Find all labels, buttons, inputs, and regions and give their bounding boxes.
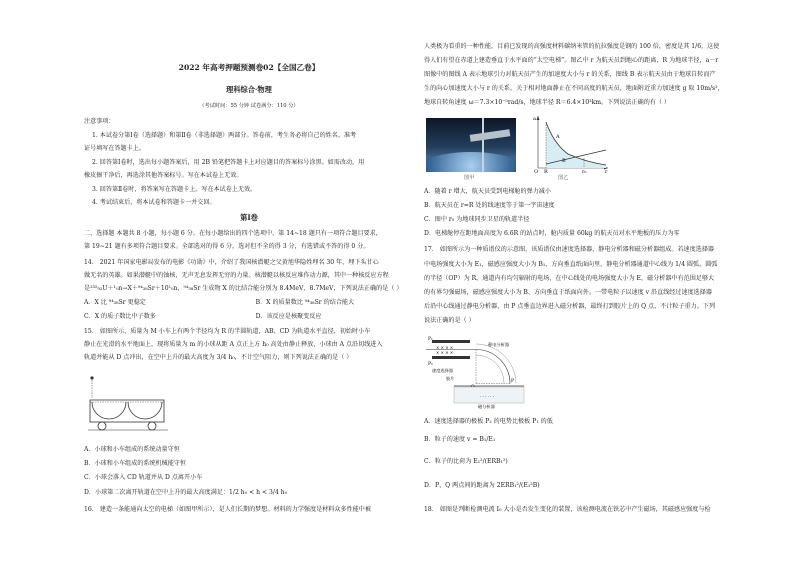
q15-text: 轨道并能从 D 点冲出，在空中上升的最大高度为 3/4 h₀，不计空气阻力，则下列说法正确的是（ ）: [84, 354, 353, 361]
q14-option-a: A．X 比 ⁹⁴₃₈Sr 更稳定: [84, 299, 146, 306]
q17-option-d: D．P、Q 两点间的距离为 2ERB₁²/(E₁²B): [424, 482, 540, 489]
exam-subtitle: 理科综合·物理: [226, 85, 272, 94]
fig-caption-jia: 图甲: [464, 175, 475, 181]
electrostatic-analyzer-label: 静电分析器: [488, 342, 509, 347]
q16-text: 地球自转角速度 ω＝7.3×10⁻⁵rad/s，地球半径 R＝6.4×10³km。下列说法正确的有（ ）: [424, 99, 671, 106]
axis-r-label: r: [605, 169, 608, 174]
q14-text: 做无名的英雄。如果潜艇中的铀核，无声无息发挥无穷的力量。核潜艇以核反应堆作动力源，其中一种核反应方程: [84, 272, 389, 279]
exam-info: （考试时间：55 分钟 试卷满分：110 分）: [199, 103, 299, 109]
q16-option-a: A．随着 r 增大，航天员受到电梯舱的弹力减小: [424, 188, 551, 195]
q15-text: 静止在光滑的水平地面上，现将质量为 m 的小球从距 A 点正上方 h₀ 高处由静止释放，小球由 A 点沿切线进入: [84, 341, 383, 348]
q17-option-a: A．速度选择器的极板 P₂ 的电势比极板 P₁ 的低: [424, 418, 553, 425]
q17-text: 的有界匀强磁场，磁感应强度大小为 B、方向垂直于纸面向外。一带电粒子以速度 v 沿直线经过速度选择器: [424, 289, 712, 296]
earth-graphic: [426, 152, 516, 172]
field-marks: × × × ×: [436, 345, 454, 350]
q17-option-b: B．粒子的速度 v = B₁/E₁: [424, 436, 496, 443]
mass-spectrometer-figure: [426, 334, 544, 410]
section-intro: 第 19~21 题有多项符合题目要求。全部选对的得 6 分，选对但不全的得 3 分，有选错或不答的得 0 分。: [84, 243, 370, 250]
q14-text: 14． 2021 年国家电影局发布的电影《功勋》中，介绍了我国核潜艇之父黄旭华隐姓埋名 30 年，埋下头甘心: [84, 259, 379, 266]
velocity-selector-label: 速度选择器: [432, 368, 453, 373]
q17-option-c: C．粒子的比荷为 E₁²/(ERB₁²): [424, 458, 508, 465]
notice-line: 3. 回答第Ⅱ卷时，将答案写在答题卡上。写在本试卷上无效。: [92, 186, 257, 193]
q14-text: 是²³⁵₉₂U＋¹₀n→X＋⁹⁴₃₈Sr＋10¹₀n，⁹⁴₃₈Sr 生成物 X 的比结合能分别为 8.4MeV、8.7MeV，下列说法正确的是（ ）: [84, 285, 403, 292]
q16-option-b: B．航天员在 r=R 处的线速度等于第一宇宙速度: [424, 202, 555, 209]
q15-option-a: A．小球和小车组成的系统动量守恒: [84, 446, 180, 453]
curve-a-label: A: [556, 134, 560, 140]
magnetic-analyzer-label: 磁分析器: [478, 404, 495, 409]
magnetic-field-dots: · · · · · ·: [480, 394, 494, 399]
q18-text: 18． 如图是判断检测电流 I₀ 大小是否发生变化的装置，该检测电流在铁芯中产生磁场，其磁感应强度与检: [424, 506, 711, 513]
section-intro: 二、选择题 本题共 8 小题，每小题 6 分。在每小题给出的四个选项中，第 14~18 题只有一项符合题目要求，: [84, 230, 382, 237]
q15-option-d: D．小球第二次离开轨道在空中上升的最大高度满足：1/2 h₀ < h < 3/4 h₀: [84, 489, 288, 496]
fig-caption-yi: 图乙: [558, 175, 569, 181]
film-label: 胶片: [446, 376, 455, 381]
notice-heading: 注意事项：: [84, 118, 115, 125]
q14-option-b: B．X 的质量数比 ⁹⁴₃₈Sr 的结合能大: [255, 299, 355, 306]
q16-option-c: C．图中 r₀ 为地球同步卫星的轨道半径: [424, 216, 530, 223]
q15-option-c: C．小球会落入 CD 轨道并从 D 点离开小车: [84, 474, 203, 481]
plate-p2-label: P₂: [428, 362, 433, 367]
notice-line: 2. 回答第Ⅰ卷时，选出每小题答案后，用 2B 铅笔把答题卡上对应题目的答案标号涂黑。如需改动，用: [92, 159, 365, 166]
q15-text: 15． 如图所示，质量为 M 小车上有两个半径均为 R 的半圆轨道，AB、CD 为轨道水平直径，初始时小车: [84, 328, 371, 335]
curve-b-label: B: [562, 158, 566, 164]
notice-line: 证号填写在答题卡上。: [84, 145, 145, 152]
q17-text: 说法正确的是（ ）: [424, 317, 475, 324]
a-r-graph: [532, 114, 610, 174]
axis-a-label: a: [533, 116, 536, 122]
q16-text: 得人们有望在赤道上建造垂直于水平面的“太空电梯”。图乙中 r 为航天员到地心的距离，R 为地球半径，a－r: [424, 57, 719, 64]
elevator-cable: [482, 118, 484, 172]
q14-option-c: C．X 的质子数比中子数多: [84, 313, 156, 320]
exam-title: 2022 年高考押题预测卷02【全国乙卷】: [178, 63, 320, 72]
q14-option-d: D．该反应是核聚变反应: [255, 313, 322, 320]
plate-p1-label: P₁: [428, 337, 433, 342]
notice-line: 4. 考试结束后，将本试卷和答题卡一并交回。: [92, 199, 216, 206]
origin-label: O: [534, 169, 539, 174]
left-column: [84, 0, 414, 562]
q16-text: 人类极为看重的一种性能，目前已发现的高强度材料碳纳米管的抗拉强度是钢的 100 倍，密度是其 1/6，这使: [424, 43, 720, 50]
q16-option-d: D．电梯舱停在距地面高度为 6.6R 的站点时，舱内质量 60kg 的航天员对水平地板的压力为零: [424, 230, 680, 237]
point-p-label: P: [511, 379, 515, 384]
r-r-label: R: [544, 169, 548, 174]
elevator-cabin: [470, 129, 511, 141]
q15-option-b: B．小球和小车组成的系统机械能守恒: [84, 460, 186, 467]
q17-text: 17． 如图所示为一种质谱仪的示意图，该质谱仪由速度选择器、静电分析器和磁分析器组成。若速度选择器: [424, 246, 715, 253]
q16-text: 16． 建造一条能通向太空的电梯（如图甲所示），是人们长期的梦想。材料的力学强度是材料众多性能中被: [84, 506, 371, 513]
section-title: 第Ⅰ卷: [240, 213, 258, 222]
notice-line: 橡皮擦干净后，再选涂其他答案标号。写在本试卷上无效。: [84, 172, 243, 179]
field-marks: × × × ×: [436, 350, 454, 355]
q17-text: 后沿中心线通过静电分析器，由 P 点垂直边界进入磁分析器，最终打到胶片上的 Q 点，不计粒子重力。下列: [424, 303, 716, 310]
q16-text: 生的向心加速度大小与 r 的关系，关于相对地面静止在不同高度的航天员，地面附近重力加速度 g 取 10m/s²，: [424, 85, 724, 92]
r0-label: r₀: [582, 169, 587, 174]
right-column: [424, 0, 776, 562]
q16-text: 图像中的图线 A 表示地球引力对航天员产生的加速度大小与 r 的关系，图线 B 表示航天员由于地球自转而产: [424, 71, 716, 78]
space-elevator-image: [426, 118, 516, 172]
notice-line: 1. 本试卷分第Ⅰ卷（选择题）和第Ⅱ卷（非选择题）两部分。答卷前，考生务必将自己的姓名、准考: [92, 132, 357, 139]
q17-text: 的半径（OP）为 R，通道内有均匀辐射的电场，在中心线处的电场强度大小为 E，磁分析器中有范围足够大: [424, 275, 715, 282]
q15-cart-figure: [88, 372, 168, 436]
q17-text: 中电场强度大小为 E₁，磁感应强度大小为 B₁、方向垂直纸面向里，静电分析器通道中心线为 1/4 圆弧，圆弧: [424, 261, 718, 268]
